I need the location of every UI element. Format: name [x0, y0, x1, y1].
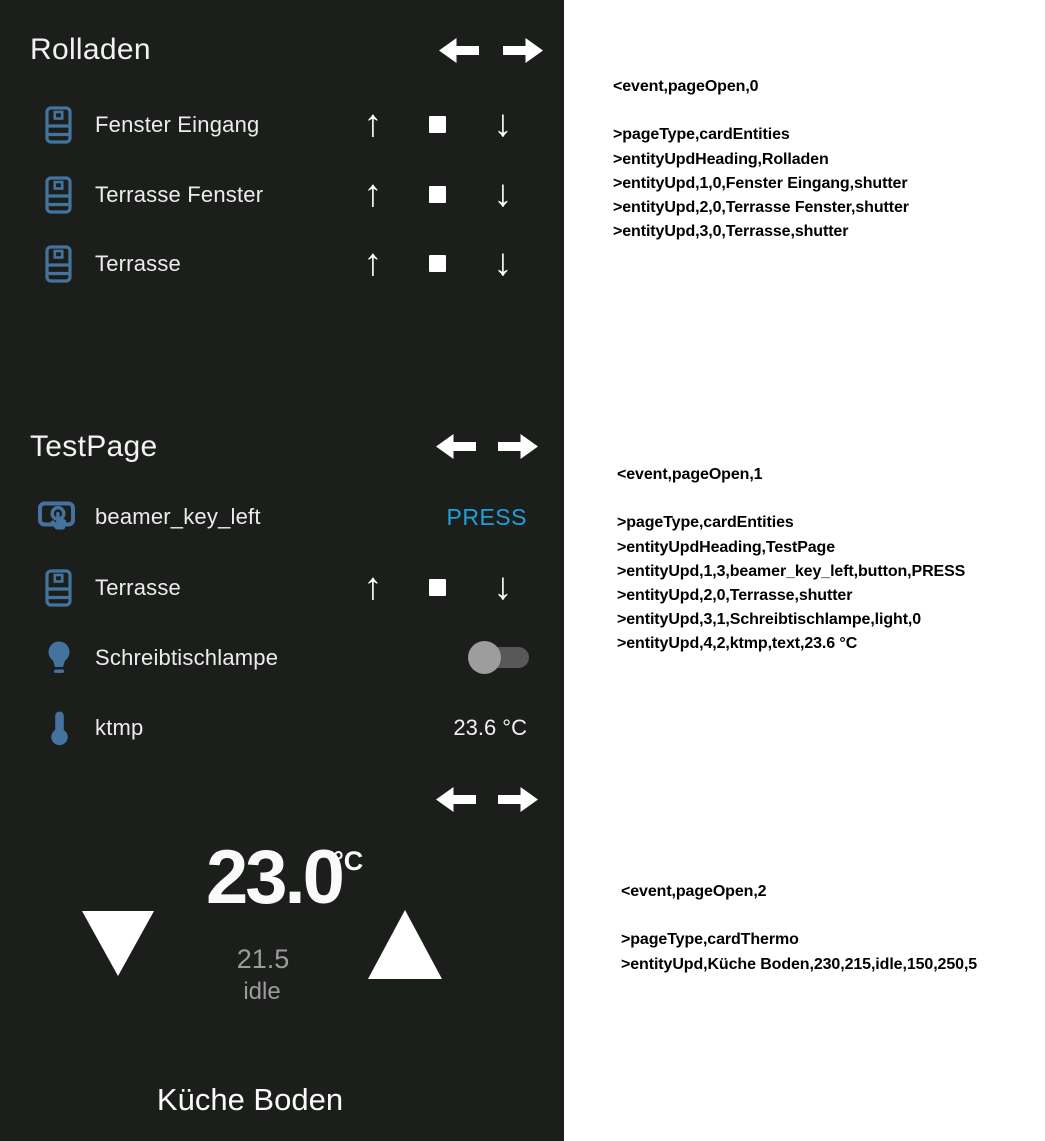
protocol-line — [617, 487, 965, 511]
shutter-stop-button[interactable] — [429, 255, 446, 272]
protocol-line: >entityUpdHeading,TestPage — [617, 538, 836, 556]
entity-label: ktmp — [95, 715, 144, 740]
current-temperature: 23.0 — [206, 835, 342, 920]
nav-next-icon[interactable] — [498, 433, 538, 460]
protocol-line: >pageType,cardEntities — [617, 514, 794, 532]
window-shutter-icon — [45, 106, 72, 144]
protocol-line: >entityUpdHeading,Rolladen — [613, 150, 829, 168]
setpoint-up-button[interactable] — [368, 910, 442, 979]
shutter-stop-button[interactable] — [429, 186, 446, 203]
press-button[interactable]: PRESS — [446, 504, 527, 530]
protocol-note-page1 — [617, 463, 965, 657]
shutter-stop-button[interactable] — [429, 116, 446, 133]
entity-row — [0, 623, 564, 693]
protocol-line: >entityUpd,1,3,beamer_key_left,button,PRESS — [617, 562, 966, 580]
thermostat-title: Küche Boden — [156, 1082, 344, 1117]
shutter-down-button[interactable]: ↓ — [493, 173, 513, 215]
protocol-line: >entityUpd,Küche Boden,230,215,idle,150,250,5 — [621, 955, 978, 973]
protocol-line: <event,pageOpen,1 — [617, 466, 763, 483]
gesture-tap-button-icon — [38, 501, 75, 534]
protocol-line: >entityUpd,2,0,Terrasse,shutter — [617, 587, 853, 604]
thermometer-icon — [50, 710, 69, 746]
shutter-up-button[interactable]: ↑ — [363, 173, 383, 215]
entity-row — [0, 482, 564, 552]
nav-prev-icon[interactable] — [436, 433, 476, 460]
entity-row — [0, 90, 564, 160]
temperature-unit: °C — [333, 846, 364, 876]
protocol-line: >pageType,cardEntities — [613, 126, 790, 144]
entity-row — [0, 553, 564, 623]
protocol-line: >entityUpd,3,0,Terrasse,shutter — [613, 223, 849, 241]
lightbulb-icon — [46, 640, 72, 677]
protocol-line — [621, 904, 977, 928]
page-title: TestPage — [30, 430, 158, 463]
setpoint-down-button[interactable] — [82, 911, 154, 976]
protocol-note-page2 — [621, 880, 977, 977]
shutter-stop-button[interactable] — [429, 579, 446, 596]
protocol-line — [613, 99, 909, 123]
light-toggle-switch[interactable] — [468, 641, 529, 674]
shutter-up-button[interactable]: ↑ — [363, 566, 383, 608]
entity-row — [0, 229, 564, 299]
shutter-up-button[interactable]: ↑ — [363, 242, 383, 284]
hvac-state: idle — [243, 978, 281, 1005]
nav-next-icon[interactable] — [503, 37, 543, 64]
entity-row — [0, 693, 564, 763]
entity-label: Fenster Eingang — [95, 112, 260, 137]
protocol-note-page0 — [613, 75, 909, 244]
nav-prev-icon[interactable] — [436, 786, 476, 813]
protocol-line: >entityUpd,3,1,Schreibtischlampe,light,0 — [617, 611, 922, 629]
entity-label: beamer_key_left — [95, 504, 261, 529]
protocol-line: <event,pageOpen,0 — [613, 78, 759, 95]
protocol-line: >entityUpd,2,0,Terrasse Fenster,shutter — [613, 199, 909, 216]
entity-label: Terrasse Fenster — [95, 182, 264, 207]
entity-label: Schreibtischlampe — [95, 645, 279, 670]
protocol-line: <event,pageOpen,2 — [621, 883, 767, 900]
shutter-down-button[interactable]: ↓ — [493, 242, 513, 284]
nav-prev-icon[interactable] — [439, 37, 479, 64]
window-shutter-icon — [45, 569, 72, 607]
protocol-line: >entityUpd,4,2,ktmp,text,23.6 °C — [617, 635, 858, 653]
sensor-value: 23.6 °C — [453, 715, 527, 740]
toggle-knob — [468, 641, 501, 674]
entity-label: Terrasse — [95, 251, 181, 276]
entity-row — [0, 160, 564, 230]
entity-label: Terrasse — [95, 575, 181, 600]
page-title: Rolladen — [30, 33, 151, 66]
shutter-down-button[interactable]: ↓ — [493, 103, 513, 145]
protocol-line: >pageType,cardThermo — [621, 931, 799, 949]
shutter-down-button[interactable]: ↓ — [493, 566, 513, 608]
shutter-up-button[interactable]: ↑ — [363, 103, 383, 145]
window-shutter-icon — [45, 176, 72, 214]
window-shutter-icon — [45, 245, 72, 283]
nav-next-icon[interactable] — [498, 786, 538, 813]
setpoint-temperature: 21.5 — [236, 944, 290, 974]
protocol-line: >entityUpd,1,0,Fenster Eingang,shutter — [613, 174, 908, 192]
